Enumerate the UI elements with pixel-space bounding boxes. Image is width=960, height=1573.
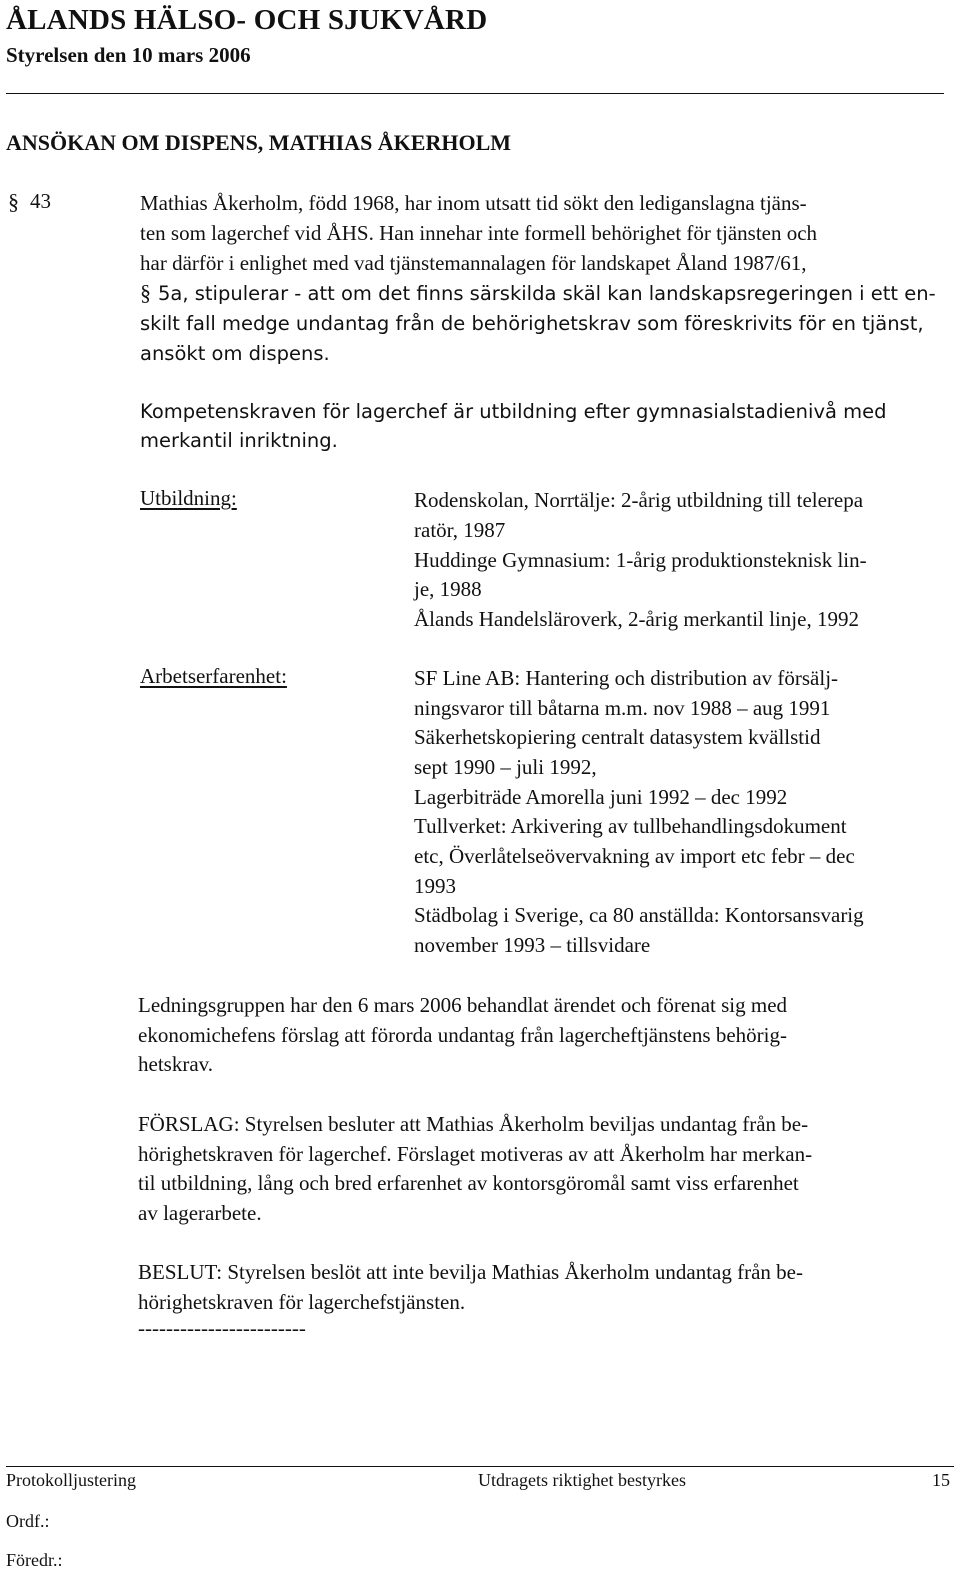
education-line: ratör, 1987 <box>414 518 506 542</box>
competence-line: merkantil inriktning. <box>140 429 338 452</box>
proposal-line: FÖRSLAG: Styrelsen besluter att Mathias Åkerholm beviljas undantag från be- <box>138 1112 809 1136</box>
experience-label: Arbetserfarenhet: <box>140 664 287 688</box>
education-line: Rodenskolan, Norrtälje: 2-årig utbildning till telerepa <box>414 488 864 512</box>
management-line: ekonomichefens förslag att förorda undantag från lagercheftjänstens behörig- <box>138 1023 787 1047</box>
experience-line: Tullverket: Arkivering av tullbehandlingsdokument <box>414 814 847 838</box>
footer-presenter: Föredr.: <box>6 1550 63 1570</box>
decision-line: hörighetskraven för lagerchefstjänsten. <box>138 1290 466 1314</box>
section-heading: ANSÖKAN OM DISPENS, MATHIAS ÅKERHOLM <box>6 130 512 155</box>
education-label: Utbildning: <box>140 486 237 510</box>
experience-line: etc, Överlåtelseövervakning av import etc febr – dec <box>414 844 855 868</box>
experience-line: Säkerhetskopiering centralt datasystem kvällstid <box>414 725 821 749</box>
proposal-line: hörighetskraven för lagerchef. Förslaget motiveras av att Åkerholm har merkan- <box>138 1142 813 1166</box>
intro-line: ten som lagerchef vid ÅHS. Han innehar inte formell behörighet för tjänsten och <box>140 221 818 245</box>
experience-line: ningsvaror till båtarna m.m. nov 1988 – aug 1991 <box>414 696 831 720</box>
law-line: skilt fall medge undantag från de behörighetskrav som föreskrivits för en tjänst, <box>140 312 924 335</box>
experience-line: Städbolag i Sverige, ca 80 anställda: Kontorsansvarig <box>414 903 864 927</box>
proposal-line: til utbildning, lång och bred erfarenhet av kontorsgöromål samt viss erfarenhet <box>138 1171 799 1195</box>
law-line: 5a, stipulerar - att om det finns särskilda skäl kan landskapsregeringen i ett en- <box>158 282 936 305</box>
paragraph-symbol: § <box>8 189 19 214</box>
education-line: Ålands Handelsläroverk, 2-årig merkantil linje, 1992 <box>414 607 859 631</box>
experience-line: sept 1990 – juli 1992, <box>414 755 597 779</box>
management-line: hetskrav. <box>138 1052 214 1076</box>
proposal-line: av lagerarbete. <box>138 1201 262 1225</box>
header-divider <box>6 93 944 94</box>
experience-line: november 1993 – tillsvidare <box>414 933 651 957</box>
footer-divider <box>6 1466 954 1467</box>
page-number: 15 <box>932 1470 950 1490</box>
organization-title: ÅLANDS HÄLSO- OCH SJUKVÅRD <box>6 4 488 36</box>
experience-line: SF Line AB: Hantering och distribution av försälj- <box>414 666 839 690</box>
law-section-symbol: § <box>140 280 151 305</box>
intro-line: Mathias Åkerholm, född 1968, har inom utsatt tid sökt den lediganslagna tjäns- <box>140 191 807 215</box>
experience-line: 1993 <box>414 874 456 898</box>
law-line: ansökt om dispens. <box>140 342 330 365</box>
paragraph-number: 43 <box>30 189 51 213</box>
separator-line: ------------------------ <box>138 1316 306 1340</box>
footer-certified: Utdragets riktighet bestyrkes <box>478 1470 686 1490</box>
intro-line: har därför i enlighet med vad tjänstemannalagen för landskapet Åland 1987/61, <box>140 251 807 275</box>
footer-chair: Ordf.: <box>6 1511 50 1531</box>
footer-protocol-adjustment: Protokolljustering <box>6 1470 136 1490</box>
education-line: je, 1988 <box>414 577 482 601</box>
experience-line: Lagerbiträde Amorella juni 1992 – dec 1992 <box>414 785 788 809</box>
meeting-date: Styrelsen den 10 mars 2006 <box>6 43 251 67</box>
decision-line: BESLUT: Styrelsen beslöt att inte bevilja Mathias Åkerholm undantag från be- <box>138 1260 803 1284</box>
management-line: Ledningsgruppen har den 6 mars 2006 behandlat ärendet och förenat sig med <box>138 993 788 1017</box>
competence-line: Kompetenskraven för lagerchef är utbildning efter gymnasialstadienivå med <box>140 400 887 423</box>
education-line: Huddinge Gymnasium: 1-årig produktionsteknisk lin- <box>414 548 867 572</box>
